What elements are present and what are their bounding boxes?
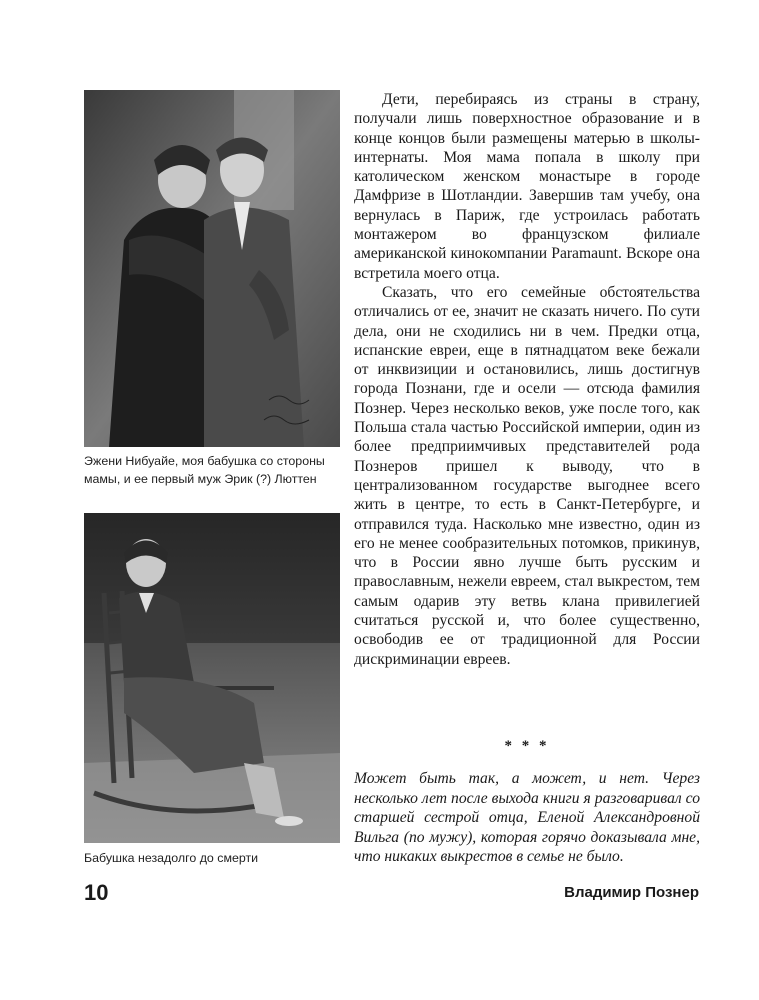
- photo-caption: Бабушка незадолго до смерти: [84, 851, 259, 865]
- main-text-column: [354, 90, 700, 669]
- italic-note: Может быть так, а может, и нет. Через несколько лет после выхода книги я разговаривал со старшей сестрой отца, Еленой Александровной Вильга (по мужу), которая горячо доказывала мне, что никаких выкрестов в семье не было.: [354, 770, 700, 866]
- page-number: 10: [84, 880, 109, 905]
- paragraph: Дети, перебираясь из страны в страну, получали лишь поверхностное образование и в конце концов были размещены матерью в школы-интернаты. Моя мама попала в школу при католическом женском монастыре в городе Дамфризе в Шотландии. Завершив там учебу, она вернулась в Париж, где устроилась работать монтажером во французском филиале американской кинокомпании Paramaunt. Вскоре она встретила моего отца.: [354, 91, 700, 282]
- author-last-name: Познер: [645, 884, 699, 901]
- author-first-name: Владимир: [564, 884, 642, 901]
- photo-grandmother-and-husband: [84, 90, 340, 447]
- section-separator: * * *: [504, 738, 550, 754]
- paragraph: Сказать, что его семейные обстоятельства отличались от ее, значит не сказать ничего. По сути дела, они не сходились ни в чем. Предки отца, испанские евреи, еще в пятнадцатом веке бежали от инквизиции и остановились, лишь достигнув города Познани, где и осели — отсюда фамилия Познер. Через несколько веков, уже после того, как Польша стала частью Российской империи, один из более предприимчивых представителей рода Познеров пришел к выводу, что в централизованном государстве выгоднее всего жить в центре, то есть в Санкт-Петербурге, и отправился туда. Насколько мне известно, один из его не менее сообразительных потомков, прикинув, что в России явно лучше быть русским и православным, нежели евреем, стал выкрестом, тем самым одарив эту ветвь клана привилегией считаться русской и, что более существенно, освободив ее от традиционной для России дискриминации евреев.: [354, 283, 700, 668]
- running-footer-author: [564, 884, 699, 901]
- photo-grandmother-rocking-chair: [84, 513, 340, 843]
- photo-caption: Эжени Нибуайе, моя бабушка со стороны мамы, и ее первый муж Эрик (?) Люттен: [84, 454, 325, 486]
